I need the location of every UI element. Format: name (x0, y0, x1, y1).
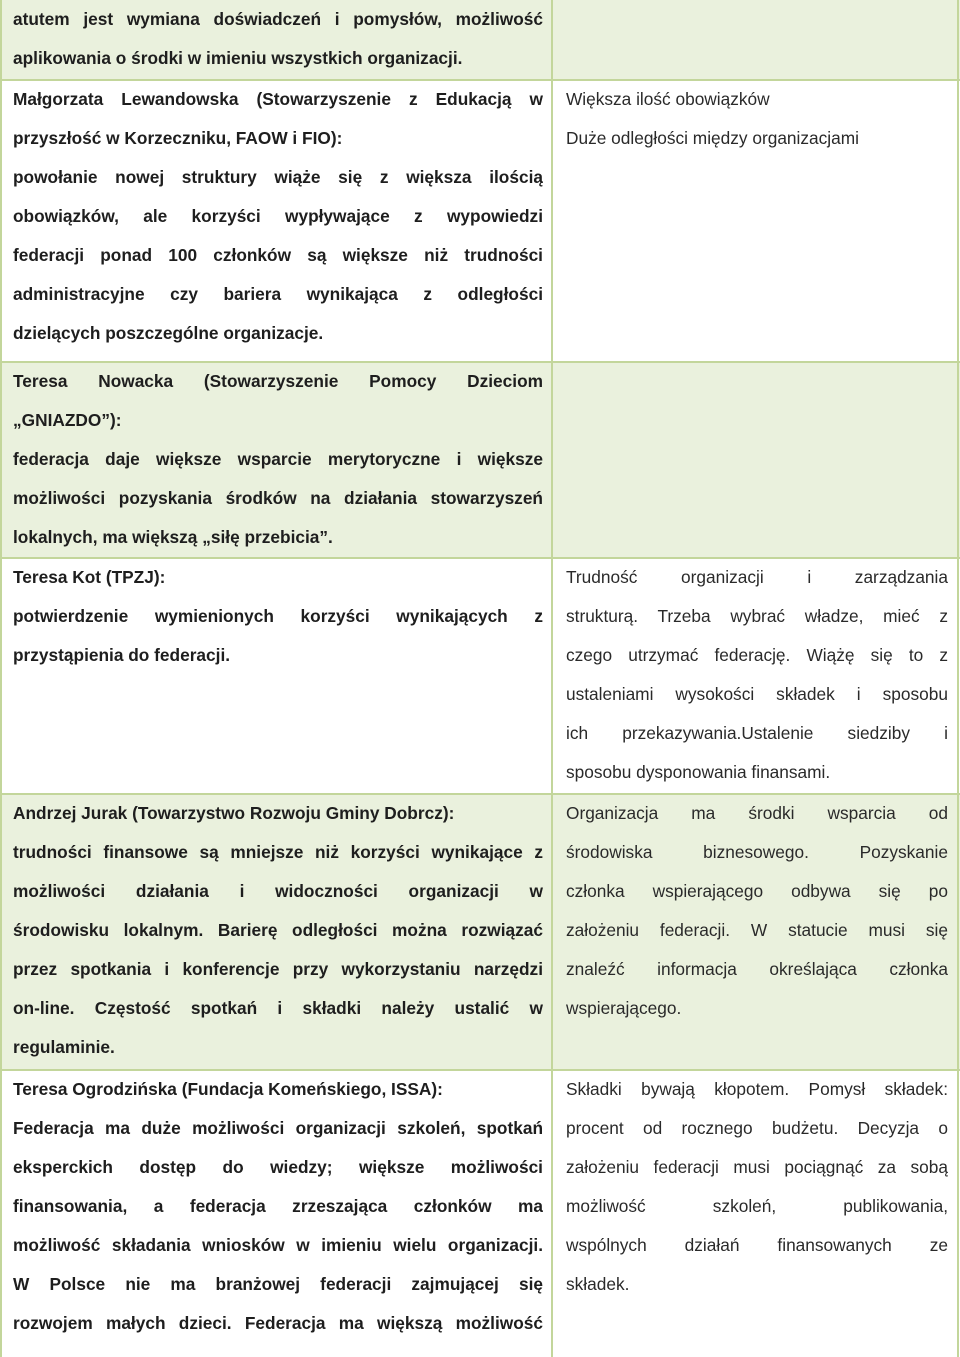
table-border-left (0, 0, 2, 1357)
speaker-heading: Teresa Nowacka (Stowarzyszenie Pomocy Dzieciom (13, 371, 543, 391)
right-cell (553, 362, 960, 558)
speaker-heading: przyszłość w Korzeczniku, FAOW i FIO): (13, 128, 343, 148)
text-line: znaleźć informacja określająca członka (566, 959, 948, 979)
left-cell (0, 362, 553, 558)
text-line: ustaleniami wysokości składek i sposobu (566, 684, 948, 704)
text-line: środowiska biznesowego. Pozyskanie (566, 842, 948, 862)
left-cell (0, 80, 553, 362)
text-line: możliwości działania i widoczności organizacji w (13, 881, 543, 901)
table-border-right (957, 0, 959, 1357)
left-cell (0, 794, 553, 1070)
text-line: aplikowania o środki w imieniu wszystkich organizacji. (13, 48, 463, 68)
text-line: Federacja ma duże możliwości organizacji szkoleń, spotkań (13, 1118, 543, 1138)
speaker-heading: „GNIAZDO”): (13, 410, 122, 430)
text-line: potwierdzenie wymienionych korzyści wynikających z (13, 606, 543, 626)
text-line: wspierającego. (566, 998, 682, 1018)
left-cell (0, 558, 553, 794)
row-divider (0, 557, 960, 559)
text-line: strukturą. Trzeba wybrać władze, mieć z (566, 606, 948, 626)
text-line: federacja daje większe wsparcie merytoryczne i większe (13, 449, 543, 469)
table-row (0, 794, 960, 1070)
text-line: lokalnych, ma większą „siłę przebicia”. (13, 527, 333, 547)
table-row (0, 0, 960, 80)
right-cell (553, 1070, 960, 1357)
text-line: czego utrzymać federację. Wiążę się to z (566, 645, 948, 665)
left-cell (0, 0, 553, 80)
text-line: Trudność organizacji i zarządzania (566, 567, 948, 587)
text-line: rozwojem małych dzieci. Federacja ma większą możliwość (13, 1313, 543, 1333)
row-divider (0, 1069, 960, 1071)
text-line: środowisku lokalnym. Barierę odległości można rozwiązać (13, 920, 543, 940)
text-line: administracyjne czy bariera wynikająca z odległości (13, 284, 543, 304)
text-line: Organizacja ma środki wsparcia od (566, 803, 948, 823)
speaker-heading: Małgorzata Lewandowska (Stowarzyszenie z Edukacją w (13, 89, 543, 109)
text-line: eksperckich dostęp do wiedzy; większe możliwości (13, 1157, 543, 1177)
right-cell (553, 794, 960, 1070)
text-line: możliwości pozyskania środków na działania stowarzyszeń (13, 488, 543, 508)
text-line: możliwość składania wniosków w imieniu wielu organizacji. (13, 1235, 543, 1255)
text-line: ich przekazywania.Ustalenie siedziby i (566, 723, 948, 743)
text-line: przez spotkania i konferencje przy wykorzystaniu narzędzi (13, 959, 543, 979)
text-line: możliwość szkoleń, publikowania, (566, 1196, 948, 1216)
table-row (0, 558, 960, 794)
text-line: obowiązków, ale korzyści wypływające z wypowiedzi (13, 206, 543, 226)
text-line: członka wspierającego odbywa się po (566, 881, 948, 901)
text-line: Większa ilość obowiązków (566, 89, 770, 109)
table-row (0, 1070, 960, 1357)
text-line: założeniu federacji. W statucie musi się (566, 920, 948, 940)
text-line: powołanie nowej struktury wiąże się z większa ilością (13, 167, 543, 187)
text-line: W Polsce nie ma branżowej federacji zajmującej się (13, 1274, 543, 1294)
row-divider (0, 793, 960, 795)
text-line: Składki bywają kłopotem. Pomysł składek: (566, 1079, 948, 1099)
speaker-heading: Andrzej Jurak (Towarzystwo Rozwoju Gminy Dobrcz): (13, 803, 455, 823)
text-line: on-line. Częstość spotkań i składki należy ustalić w (13, 998, 543, 1018)
text-line: składek. (566, 1274, 630, 1294)
text-line: regulaminie. (13, 1037, 115, 1057)
row-divider (0, 79, 960, 81)
left-cell (0, 1070, 553, 1357)
text-line: założeniu federacji musi pociągnąć za sobą (566, 1157, 948, 1177)
text-line: trudności finansowe są mniejsze niż korzyści wynikające z (13, 842, 543, 862)
text-line: finansowania, a federacja zrzeszająca członków ma (13, 1196, 543, 1216)
text-line: sposobu dysponowania finansami. (566, 762, 831, 782)
speaker-heading: Teresa Kot (TPZJ): (13, 567, 166, 587)
speaker-heading: Teresa Ogrodzińska (Fundacja Komeńskiego, ISSA): (13, 1079, 443, 1099)
text-line: procent od rocznego budżetu. Decyzja o (566, 1118, 948, 1138)
text-line: przystąpienia do federacji. (13, 645, 231, 665)
text-line: Duże odległości między organizacjami (566, 128, 859, 148)
text-line: wspólnych działań finansowanych ze (566, 1235, 948, 1255)
text-line: dzielących poszczególne organizacje. (13, 323, 324, 343)
text-line: atutem jest wymiana doświadczeń i pomysłów, możliwość (13, 9, 543, 29)
table-row (0, 362, 960, 558)
right-cell (553, 558, 960, 794)
right-cell (553, 80, 960, 362)
text-line: federacji ponad 100 członków są większe niż trudności (13, 245, 543, 265)
row-divider (0, 361, 960, 363)
table-row (0, 80, 960, 362)
right-cell (553, 0, 960, 80)
